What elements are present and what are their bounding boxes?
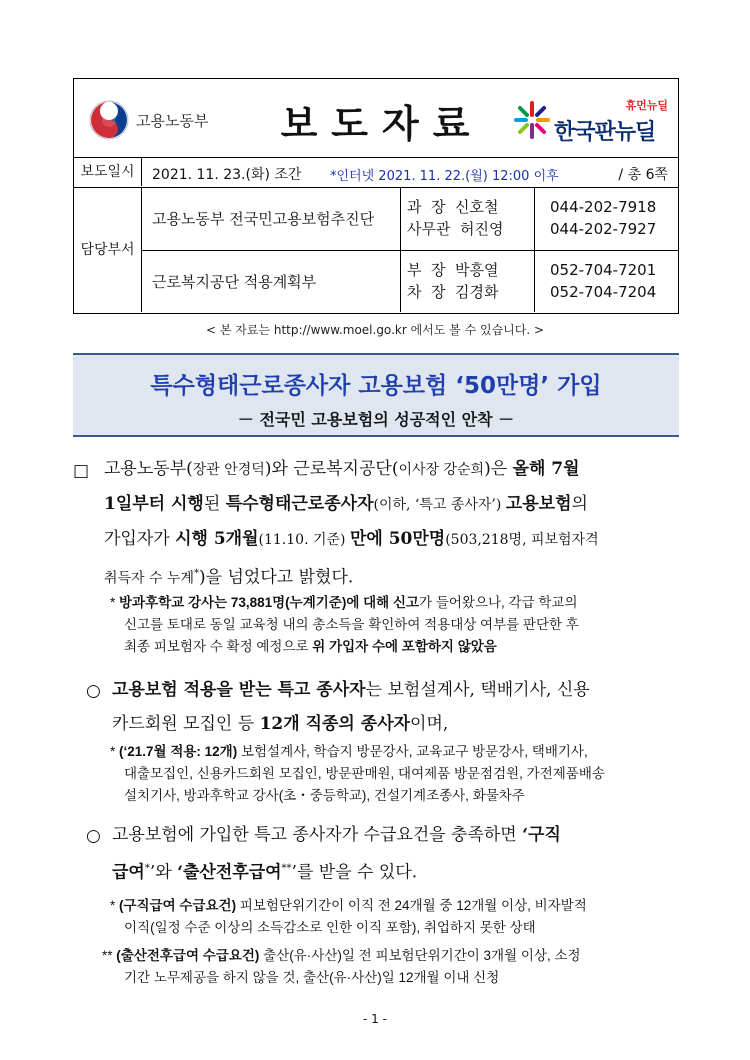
text-run-bold: 급여 — [112, 862, 145, 883]
text-run-bold: (‘21.7월 적용: 12개) — [119, 744, 238, 759]
text-run: ** — [102, 948, 117, 963]
contact-phone: 044-202-7918 — [550, 198, 657, 216]
contact-person: 차 장 김경화 — [407, 283, 499, 301]
note-line — [102, 945, 682, 967]
text-run: 가입자가 — [104, 529, 176, 549]
text-run: 피보험단위기간이 이직 전 24개월 중 12개월 이상, 비자발적 — [236, 898, 587, 913]
note-line — [102, 967, 682, 989]
paragraph-line — [112, 707, 682, 741]
contact-people-1 — [407, 196, 503, 240]
contact-phone: 052-704-7201 — [550, 261, 657, 279]
partner-tagline: 휴먼뉴딜 — [625, 99, 668, 112]
release-label: 보도일시 — [74, 158, 142, 186]
text-run: 최종 피보험자 수 확정 예정으로 — [124, 639, 313, 654]
text-run-bold: 위 가입자 수에 포함하지 않았음 — [312, 639, 497, 654]
note-line — [110, 636, 680, 658]
press-release-title: 보도자료 — [280, 101, 484, 146]
moel-emblem-icon — [88, 99, 130, 141]
text-run: 된 — [203, 494, 226, 514]
text-run: 출산(유·사산)일 전 피보험단위기간이 3개월 이상, 소정 — [259, 948, 581, 963]
press-header-table — [73, 78, 679, 314]
text-run: * — [110, 595, 120, 610]
footnote-3 — [110, 895, 682, 939]
text-run: 이며, — [410, 714, 449, 734]
paragraph-1 — [104, 452, 679, 596]
contact-person: 사무관 허진영 — [407, 220, 504, 238]
text-run-bold: 만에 50만명 — [349, 529, 446, 549]
text-run: 가 들어왔으나, 각급 학교의 — [419, 595, 578, 610]
korean-new-deal-logo-icon — [512, 99, 552, 141]
text-run-bold: 1일부터 시행 — [104, 494, 204, 514]
text-run-bold: (출산전후급여 수급요건) — [116, 948, 260, 963]
headline-main: 특수형태근로종사자 고용보험 ‘50만명’ 가입 — [150, 373, 602, 399]
contact-people-2 — [407, 259, 499, 303]
text-run: 설치기사, 방과후학교 강사(초・중등학교), 건설기계조종사, 화물차주 — [124, 788, 525, 803]
internet-release: *인터넷 2021. 11. 22.(월) 12:00 이후 — [330, 169, 559, 184]
paragraph-line — [104, 522, 679, 557]
circle-bullet: ○ — [86, 681, 101, 701]
text-run-bold: 시행 5개월 — [175, 529, 259, 549]
text-run-bold: ‘출산전후급여 — [177, 862, 282, 883]
column-divider — [534, 188, 535, 312]
text-run: 는 보험설계사, 택배기사, 신용 — [365, 680, 590, 700]
contact-label: 담당부서 — [74, 188, 142, 312]
text-run-bold: (구직급여 수급요건) — [119, 898, 237, 913]
text-run: (503,218명, 피보험자격 — [445, 532, 599, 548]
note-line — [110, 592, 680, 614]
contact-org-2: 근로복지공단 적용계획부 — [152, 273, 317, 291]
headline-box — [73, 353, 679, 437]
circle-bullet: ○ — [86, 826, 101, 846]
ministry-name: 고용노동부 — [136, 112, 209, 130]
paragraph-line — [104, 452, 679, 487]
footnote-1 — [110, 592, 680, 658]
note-line — [110, 895, 682, 917]
text-run: 기간 노무제공을 하지 않을 것, 출산(유·사산)일 12개월 이내 신청 — [124, 970, 500, 985]
paragraph-line — [112, 673, 682, 707]
paragraph-line — [104, 557, 679, 596]
note-line — [110, 741, 682, 763]
page-number: - 1 - — [363, 1012, 387, 1026]
text-run: 신고를 토대로 동일 교육청 내의 총소득을 확인하여 적용대상 여부를 판단한 후 — [124, 617, 579, 632]
text-run: )은 — [484, 459, 513, 479]
text-run: 고용노동부( — [104, 459, 193, 479]
text-run: 이사장 강순희 — [398, 462, 485, 478]
header-title-row — [74, 79, 678, 158]
text-run: (11.10. 기준) — [258, 532, 350, 548]
text-run: (이하, ‘특고 종사자’) — [373, 497, 506, 513]
text-run: 고용보험에 가입한 특고 종사자가 수급요건을 충족하면 — [112, 825, 523, 845]
headline-sub: － 전국민 고용보험의 성공적인 안착 － — [237, 410, 515, 429]
text-run-bold: 올해 7월 — [512, 459, 580, 479]
contact-person: 부 장 박흥열 — [407, 261, 499, 279]
text-run: 카드회원 모집인 등 — [112, 714, 260, 734]
contact-phone: 044-202-7927 — [550, 220, 657, 238]
paragraph-line — [104, 487, 679, 522]
text-run-bold: ‘구직 — [522, 825, 561, 845]
text-run-bold: 고용보험 — [505, 494, 572, 514]
contact-phones-2 — [550, 259, 656, 303]
contact-org-1: 고용노동부 전국민고용보험추진단 — [152, 210, 375, 228]
website-notice: < 본 자료는 http://www.moel.go.kr 에서도 볼 수 있습니다. > — [205, 323, 545, 337]
paragraph-2 — [112, 673, 682, 741]
partner-name: 한국판뉴딜 — [554, 120, 656, 145]
text-run-bold: 고용보험 적용을 받는 특고 종사자 — [112, 680, 366, 700]
note-line — [110, 614, 680, 636]
text-run-bold: 12개 직종의 종사자 — [259, 714, 411, 734]
text-run: 취득자 수 누계 — [104, 570, 195, 587]
footnote-2 — [110, 741, 682, 807]
text-run: 보험설계사, 학습지 방문강사, 교육교구 방문강사, 택배기사, — [237, 744, 588, 759]
note-line — [110, 763, 682, 785]
release-date: 2021. 11. 23.(화) 조간 — [152, 167, 302, 183]
footnote-4 — [102, 945, 682, 989]
text-run: * — [110, 898, 120, 913]
text-run: 이직(일정 수준 이상의 소득감소로 인한 이직 포함), 취업하지 못한 상태 — [124, 920, 536, 935]
text-run: 장관 안경덕 — [192, 462, 265, 478]
column-divider — [400, 188, 401, 312]
text-run: 의 — [571, 494, 588, 514]
footnote-mark: ** — [281, 863, 292, 874]
text-run-bold: 특수형태근로종사자 — [225, 494, 374, 514]
row-divider — [142, 250, 678, 251]
contact-phones-1 — [550, 196, 656, 240]
note-line — [110, 917, 682, 939]
paragraph-line — [112, 818, 682, 852]
release-date-row — [74, 158, 678, 188]
text-run-bold: 방과후학교 강사는 73,881명(누계기준)에 대해 신고 — [119, 595, 420, 610]
contact-person: 과 장 신호철 — [407, 198, 499, 216]
text-run: )을 넘었다고 밝혔다. — [199, 567, 354, 588]
square-bullet: □ — [73, 461, 90, 481]
footnote-mark: * — [194, 568, 200, 579]
ministry-logo — [88, 99, 208, 141]
text-run: )와 근로복지공단( — [264, 459, 399, 479]
page-count: / 총 6쪽 — [618, 167, 668, 183]
text-run: ’를 받을 수 있다. — [291, 862, 418, 883]
paragraph-3 — [112, 818, 682, 890]
text-run: * — [110, 744, 120, 759]
footnote-mark: * — [144, 863, 150, 874]
paragraph-line — [112, 852, 682, 890]
text-run: ’와 — [149, 862, 178, 883]
contact-phone: 052-704-7204 — [550, 283, 657, 301]
contact-rows — [74, 188, 678, 312]
text-run: 대출모집인, 신용카드회원 모집인, 방문판매원, 대여제품 방문점검원, 가전제품배송 — [124, 766, 605, 781]
note-line — [110, 785, 682, 807]
korean-new-deal-logo — [510, 99, 670, 145]
